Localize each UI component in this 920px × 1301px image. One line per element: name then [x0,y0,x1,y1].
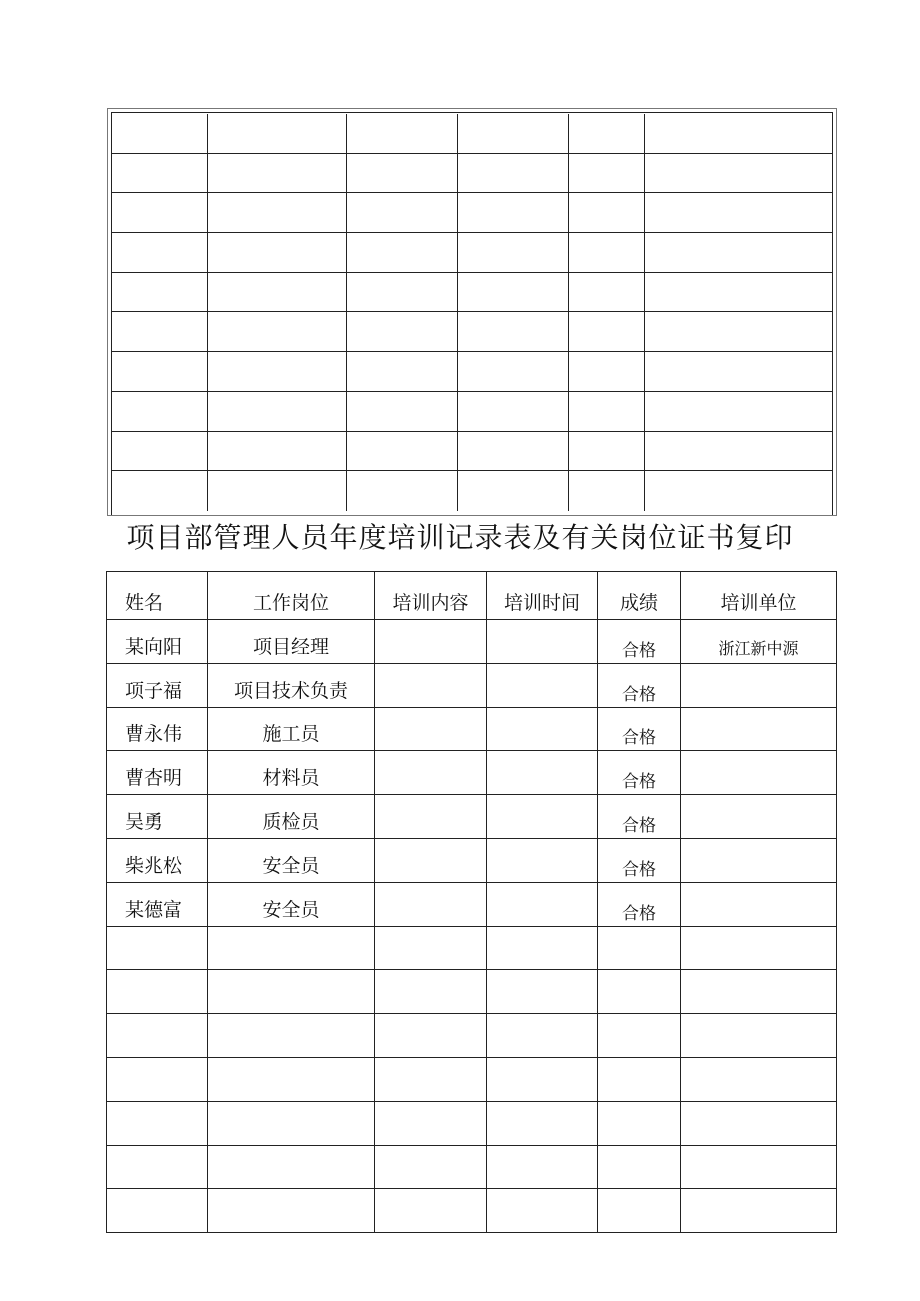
cell-content [375,926,487,970]
table-row [107,1014,837,1058]
table-row [107,926,837,970]
cell-name [107,1057,208,1101]
table-row [107,1189,837,1233]
blank-table-frame [107,108,837,516]
cell-post: 项目技术负责 [208,663,375,707]
cell-score: 合格 [598,795,681,839]
cell-score [598,926,681,970]
cell-name [107,970,208,1014]
cell-score [598,1145,681,1189]
cell-score [598,1101,681,1145]
document-title: 项目部管理人员年度培训记录表及有关岗位证书复印 [126,521,794,554]
table-row [107,1101,837,1145]
cell-score [598,1189,681,1233]
table-row [107,751,837,795]
blank-table-row [111,233,833,273]
cell-post [208,1014,375,1058]
cell-score: 合格 [598,620,681,664]
cell-unit [681,882,837,926]
cell-unit [681,838,837,882]
table-row [107,795,837,839]
cell-content [375,1145,487,1189]
cell-content [375,1014,487,1058]
header-time: 培训时间 [487,572,598,620]
header-name: 姓名 [107,572,208,620]
cell-time [487,1101,598,1145]
cell-time [487,926,598,970]
cell-name [107,1014,208,1058]
blank-table-row [111,431,833,471]
cell-time [487,707,598,751]
blank-table-row [111,312,833,352]
cell-unit [681,795,837,839]
cell-content [375,838,487,882]
cell-time [487,882,598,926]
cell-time [487,751,598,795]
cell-unit: 浙江新中源 [681,620,837,664]
cell-score: 合格 [598,882,681,926]
cell-score [598,1057,681,1101]
cell-content [375,1057,487,1101]
blank-table-row [111,352,833,392]
cell-content [375,663,487,707]
cell-unit [681,970,837,1014]
cell-content [375,751,487,795]
cell-score: 合格 [598,838,681,882]
training-record-table [106,571,837,1233]
cell-time [487,1014,598,1058]
blank-table [111,114,833,511]
cell-name [107,1189,208,1233]
cell-unit [681,1101,837,1145]
blank-table-row [111,153,833,193]
cell-content [375,620,487,664]
header-post: 工作岗位 [208,572,375,620]
cell-post [208,1101,375,1145]
cell-post: 安全员 [208,882,375,926]
cell-post [208,1057,375,1101]
table-row [107,970,837,1014]
cell-name: 吴勇 [107,795,208,839]
cell-time [487,663,598,707]
table-row [107,1057,837,1101]
table-header-row [107,572,837,620]
table-row [107,620,837,664]
cell-post: 施工员 [208,707,375,751]
cell-name [107,926,208,970]
cell-time [487,620,598,664]
cell-post [208,1189,375,1233]
blank-table-row [111,193,833,233]
cell-time [487,970,598,1014]
cell-content [375,1101,487,1145]
cell-name: 某向阳 [107,620,208,664]
cell-time [487,1057,598,1101]
cell-name [107,1101,208,1145]
cell-name: 柴兆松 [107,838,208,882]
header-unit: 培训单位 [681,572,837,620]
blank-table-row [111,391,833,431]
cell-score [598,1014,681,1058]
cell-score: 合格 [598,707,681,751]
cell-time [487,1145,598,1189]
cell-unit [681,1057,837,1101]
cell-post: 质检员 [208,795,375,839]
cell-name: 项子福 [107,663,208,707]
cell-content [375,882,487,926]
cell-name: 某德富 [107,882,208,926]
cell-post [208,1145,375,1189]
cell-name: 曹杏明 [107,751,208,795]
table-row [107,882,837,926]
cell-content [375,1189,487,1233]
cell-post: 项目经理 [208,620,375,664]
cell-unit [681,1014,837,1058]
cell-post [208,970,375,1014]
cell-post: 安全员 [208,838,375,882]
cell-unit [681,707,837,751]
table-row [107,1145,837,1189]
cell-score [598,970,681,1014]
header-content: 培训内容 [375,572,487,620]
table-row [107,707,837,751]
cell-unit [681,751,837,795]
cell-time [487,1189,598,1233]
cell-time [487,838,598,882]
table-row [107,838,837,882]
cell-content [375,707,487,751]
cell-name: 曹永伟 [107,707,208,751]
table-row [107,663,837,707]
header-score: 成绩 [598,572,681,620]
cell-name [107,1145,208,1189]
blank-table-row [111,471,833,512]
cell-time [487,795,598,839]
cell-post: 材料员 [208,751,375,795]
cell-unit [681,926,837,970]
cell-unit [681,1145,837,1189]
cell-unit [681,663,837,707]
cell-unit [681,1189,837,1233]
cell-score: 合格 [598,663,681,707]
cell-score: 合格 [598,751,681,795]
cell-post [208,926,375,970]
blank-table-row [111,272,833,312]
blank-table-row [111,114,833,153]
cell-content [375,970,487,1014]
cell-content [375,795,487,839]
